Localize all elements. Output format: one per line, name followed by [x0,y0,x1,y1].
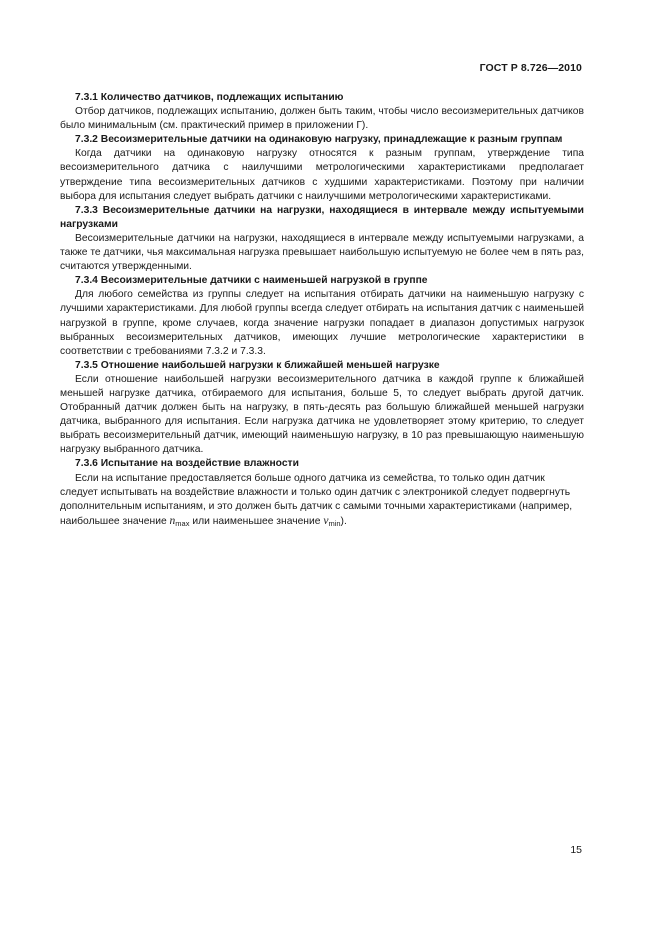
section-paragraph [60,472,584,531]
section-paragraph: Для любого семейства из группы следует на испытания отбирать датчики на наименьшую нагрузку с лучшими характеристиками. Для любой группы всегда следует отбирать на испытания датчик с наименьшей нагрузкой в группе, кроме случаев, когда значение нагрузки попадает в диапазон допустимых нагрузок выбранных весоизмерительных датчиков, имеющих лучшие метрологические характеристики в соответствии с требованиями 7.3.2 и 7.3.3. [60,289,584,357]
section-heading-7-3-1: 7.3.1 Количество датчиков, подлежащих испытанию [75,92,344,103]
paragraph-tail-middle: или наименьшее значение [189,515,324,527]
section-heading-7-3-2: 7.3.2 Весоизмерительные датчики на одинаковую нагрузку, принадлежащие к разным группам [75,134,563,146]
section-heading-7-3-5: 7.3.5 Отношение наибольшей нагрузки к ближайшей меньшей нагрузке [75,359,440,371]
paragraph-text: Если на испытание предоставляется больше одного датчика из семейства, то только один датчик следует испытывать на воздействие влажности и только один датчик с электроникой следует подвергнуть дополнительным испытаниям, и это должен быть датчик с самыми точными характеристиками [60,472,571,512]
n-max-subscript: max [175,518,190,528]
paragraph-tail-suffix: ). [340,515,347,527]
v-min-subscript: min [328,518,341,528]
section-heading-7-3-3: 7.3.3 Весоизмерительные датчики на нагрузки, находящиеся в интервале между испытуемыми нагрузками [60,204,584,230]
section-heading-7-3-4: 7.3.4 Весоизмерительные датчики с наименьшей нагрузкой в группе [75,275,428,287]
section-paragraph: Если отношение наибольшей нагрузки весоизмерительного датчика в каждой группе к ближайшей меньшей нагрузке датчика, отбираемого для испытания, больше 5, то следует выбрать другой датчик. Отобранный датчик должен быть на нагрузку, в пять-десять раз большую ближайшей меньшей нагрузки датчика, выбранного для испытания. Если нагрузка датчика не удовлетворяет этому критерию, то следует выбрать весоизмерительный датчик, имеющий наименьшую нагрузку, в 10 раз превышающую наименьшую нагрузку выбранного датчика. [60,373,584,456]
document-body [60,91,584,531]
v-min-symbol: v [323,514,329,527]
section-paragraph: Отбор датчиков, подлежащих испытанию, должен быть таким, чтобы число весоизмерительных датчиков было минимальным (см. практический пример в приложении Г). [60,106,584,132]
document-standard-header: ГОСТ Р 8.726—2010 [479,62,582,74]
section-paragraph: Когда датчики на одинаковую нагрузку относятся к разным группам, утверждение типа весоизмерительного датчика с наилучшими метрологическими характеристиками предполагает утверждение типа весоизмерительных датчиков с худшими характеристиками. Поэтому при наличии выбора для испытания следует выбрать датчики с наилучшими метрологическими характеристиками. [60,148,584,202]
paragraph-tail-prefix: (например, наибольшее значение [60,500,573,527]
section-paragraph: Весоизмерительные датчики на нагрузки, находящиеся в интервале между испытуемыми нагрузками, а также те датчики, чья максимальная нагрузка превышает наибольшую испытуемую не более чем в пять раз, считаются утвержденными. [60,232,584,273]
section-heading-7-3-6: 7.3.6 Испытание на воздействие влажности [75,458,299,470]
n-max-symbol: n [169,514,176,527]
page-number: 15 [570,844,582,856]
